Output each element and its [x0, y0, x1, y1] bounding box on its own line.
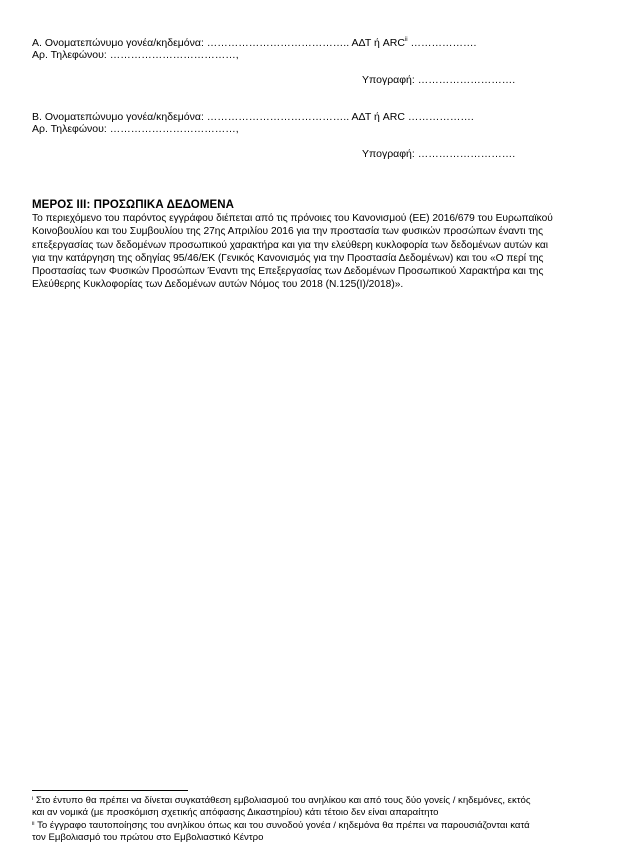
- section-3-heading: ΜΕΡΟΣ ΙΙΙ: ΠΡΟΣΩΠΙΚΑ ΔΕΔΟΜΕΝΑ: [32, 199, 235, 211]
- footnote-1-line-1: [32, 795, 602, 807]
- footnote-2: [32, 820, 602, 844]
- parent-b-signature-line: Υπογραφή: ……………………….: [362, 148, 516, 160]
- footnote-1-text: Στο έντυπο θα πρέπει να δίνεται συγκατάθεση εμβολιασμού του ανηλίκου και από τους δύο γονείς / κηδεμόνες, εκτός: [33, 795, 531, 806]
- paragraph-line: Προστασίας των Φυσικών Προσώπων Έναντι της Επεξεργασίας των Δεδομένων Προσωπικού Χαρακτήρα και της: [32, 266, 544, 278]
- parent-b-phone-line: Αρ. Τηλεφώνου: ………………………………,: [32, 123, 239, 135]
- paragraph-line: Ελεύθερης Κυκλοφορίας των Δεδομένων αυτών Νόμος του 2018 (Ν.125(Ι)/2018)».: [32, 279, 404, 291]
- parent-a-signature-line: Υπογραφή: ……………………….: [362, 74, 516, 86]
- parent-a-phone-line: Αρ. Τηλεφώνου: ………………………………,: [32, 49, 239, 61]
- paragraph-line: Το περιεχόμενο του παρόντος εγγράφου διέπεται από τις πρόνοιες του Κανονισμού (ΕΕ) 2016/679 του Ευρωπαϊκού: [32, 213, 553, 224]
- paragraph-line: επεξεργασίας των δεδομένων προσωπικού χαρακτήρα και για την ελεύθερη κυκλοφορία των δεδομένων αυτών και: [32, 239, 549, 251]
- footnote-ref-ii: ii: [404, 37, 408, 43]
- footnote-2-text: Το έγγραφο ταυτοποίησης του ανηλίκου όπως και του συνοδού γονέα / κηδεμόνα θα πρέπει να παρουσιάζονται κατά: [34, 820, 530, 831]
- footnote-2-line-1: [32, 820, 602, 832]
- parent-a-id-dots: ……………….: [407, 37, 477, 49]
- footnote-1-mark: i: [32, 796, 34, 802]
- parent-b-name-line: Β. Ονοματεπώνυμο γονέα/κηδεμόνα: ………………………………….. ΑΔΤ ή ARC ……………….: [32, 111, 474, 123]
- footnote-1-line-2: και αν νομικά (με προσκόμιση σχετικής απόφασης Δικαστηρίου) κάτι τέτοιο δεν είναι απαραίτητο: [32, 807, 439, 818]
- footnote-1: [32, 795, 602, 819]
- paragraph-line: Κοινοβουλίου και του Συμβουλίου της 27ης Απριλίου 2016 για την προστασία των φυσικών προσώπων έναντι της: [32, 226, 543, 238]
- footnote-separator: [32, 790, 188, 791]
- section-3-paragraph: [32, 212, 592, 292]
- footnote-2-line-2: τον Εμβολιασμό του πρώτου στο Εμβολιαστικό Κέντρο: [32, 832, 264, 843]
- footnote-2-mark: ii: [32, 821, 35, 827]
- parent-a-name-text: Α. Ονοματεπώνυμο γονέα/κηδεμόνα: ………………………………….. ΑΔΤ ή ARC: [32, 37, 405, 49]
- paragraph-line: για την κατάργηση της οδηγίας 95/46/ΕΚ (Γενικός Κανονισμός για την Προστασία Δεδομένων) και του «Ο περί της: [32, 252, 544, 264]
